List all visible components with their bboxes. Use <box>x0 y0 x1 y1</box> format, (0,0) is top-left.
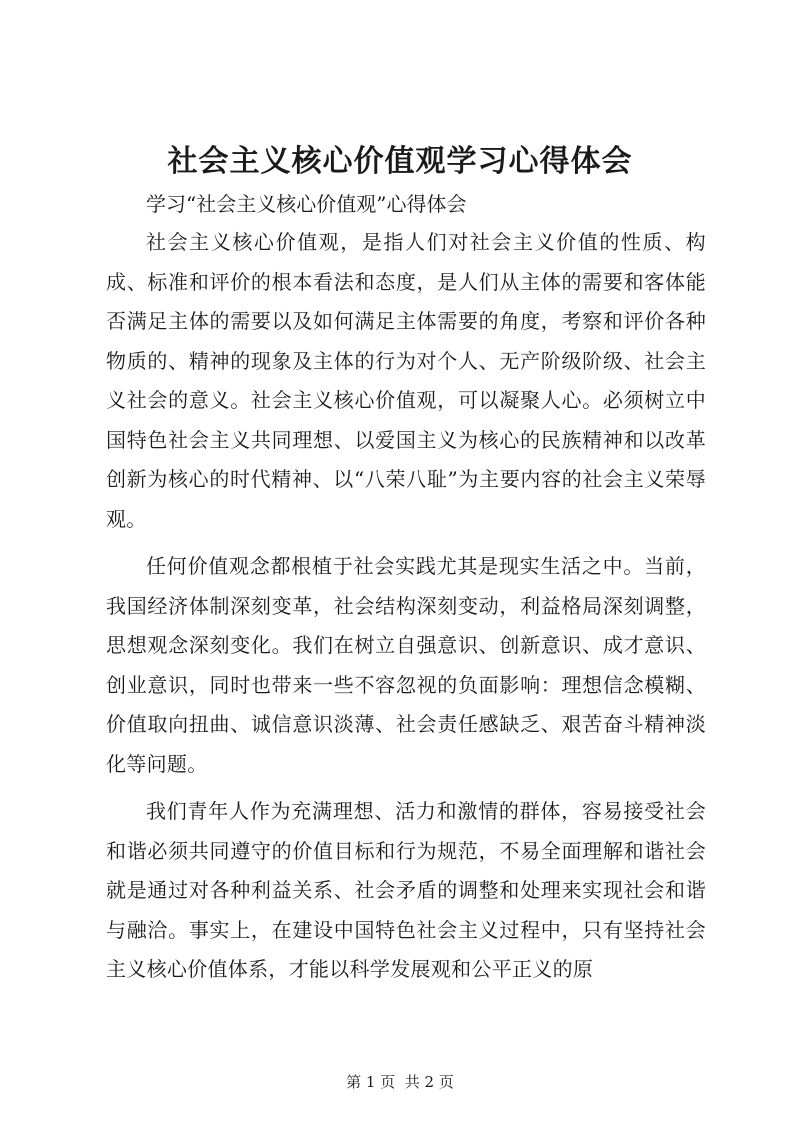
paragraph-3: 我们青年人作为充满理想、活力和激情的群体，容易接受社会和谐必须共同遵守的价值目标和行为规范，不易全面理解和谐社会就是通过对各种利益关系、社会矛盾的调整和处理来实现社会和谐与融洽。事实上，在建设中国特色社会主义过程中，只有坚持社会主义核心价值体系，才能以科学发展观和公平正义的原 <box>106 799 706 981</box>
document-title: 社会主义核心价值观学习心得体会 <box>167 144 633 179</box>
document-body <box>106 185 706 990</box>
page-number: 第 1 页 共 2 页 <box>346 1073 454 1091</box>
document-subtitle: 学习“社会主义核心价值观”心得体会 <box>146 192 467 216</box>
paragraph-2: 任何价值观念都根植于社会实践尤其是现实生活之中。当前，我国经济体制深刻变革，社会结构深刻变动，利益格局深刻调整，思想观念深刻变化。我们在树立自强意识、创新意识、成才意识、创业意识，同时也带来一些不容忽视的负面影响：理想信念模糊、价值取向扭曲、诚信意识淡薄、社会责任感缺乏、艰苦奋斗精神淡化等问题。 <box>106 554 706 776</box>
paragraph-1: 社会主义核心价值观，是指人们对社会主义价值的性质、构成、标准和评价的根本看法和态度，是人们从主体的需要和客体能否满足主体的需要以及如何满足主体需要的角度，考察和评价各种物质的、精神的现象及主体的行为对个人、无产阶级阶级、社会主义社会的意义。社会主义核心价值观，可以凝聚人心。必须树立中国特色社会主义共同理想、以爱国主义为核心的民族精神和以改革创新为核心的时代精神、以“八荣八耻”为主要内容的社会主义荣辱观。 <box>106 230 706 531</box>
page-footer <box>0 1072 800 1092</box>
